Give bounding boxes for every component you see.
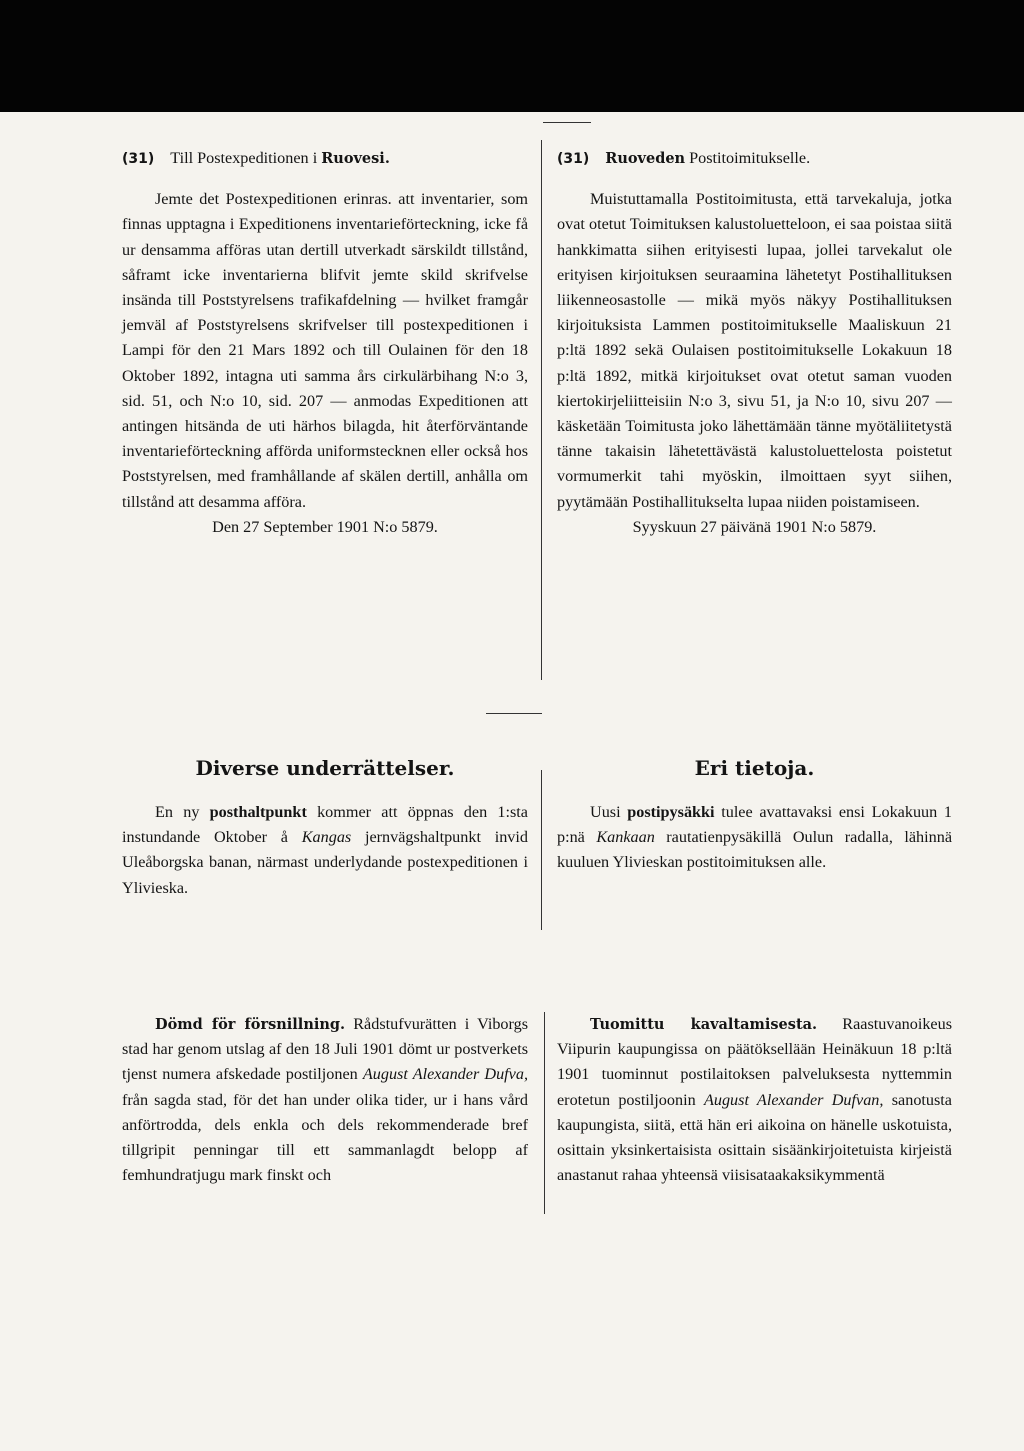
section-rule — [486, 713, 542, 714]
news-item-postipysakki — [557, 800, 952, 876]
text-run: sanotusta kaupungista, siitä, että hän eri aikoina on hänelle uskotuista, osittain yksinkertaisista osittain sisäänkirjoitetuista kirjeistä anastanut rahaa yhteensä viisisataakaksikymmentä — [557, 1090, 952, 1185]
text-run: rautatienpysäkillä Oulun radalla, lähinnä kuuluen Ylivieskan postitoimituksen alle. — [557, 828, 952, 872]
section-title-swedish: Diverse underrättelser. — [195, 756, 455, 780]
notice-31-finnish — [557, 146, 952, 540]
notice-place: Ruoveden — [605, 150, 686, 167]
text-run: Uusi — [590, 803, 628, 821]
notice-date: Den 27 September 1901 N:o 5879. — [212, 517, 438, 536]
notice-number: (31) — [122, 151, 155, 167]
runin-heading: Dömd för försnillning. — [155, 1016, 346, 1033]
text-run: från sagda stad, för det han under olika tider, ur i hans vård anförtrodda, dels enkla och dels rekommenderade bref tillgripit penningar till ett sammanlagdt belopp af femhundratjugu mark finskt och — [122, 1090, 528, 1185]
notice-body: Muistuttamalla Postitoimitusta, että tarvekaluja, jotka ovat otetut Toimituksen kalustoluetteloon, ei saa poistaa siitä hankkimatta siihen erityisesti lupaa, jollei tarvekalut ole erityisen kirjoituksen seuraamina lähetetyt Postihallituksen liikenneosastolle — mikä myös näkyy Postihallituksen kirjoituksista Lammen postitoimitukselle Maaliskuun 21 p:ltä 1892 sekä Oulaisen postitoimitukselle Lokakuun 18 p:ltä 1892, mitkä kirjoitukset ovat otetut saman vuoden kiertokirjeliitteisiin N:o 3, sivu 51, ja N:o 10, sivu 207 — käsketään Toimitusta joko lähettämään tänne myötäliitetystä tänne takaisin lähetettävästä kalustoluettelosta poistetut vormumerkit tahi myöskin, ilmoittaen syyt siihen, pyytämään Postihallitukselta lupaa niiden poistamiseen. — [557, 190, 952, 511]
column-divider-top — [541, 140, 542, 680]
text-run: kommer att öppnas den 1:sta instundande Oktober å — [122, 803, 528, 847]
top-rule — [543, 122, 591, 123]
section-title-finnish: Eri tietoja. — [694, 756, 815, 780]
keyword-bold: postipysäkki — [627, 803, 715, 821]
name-italic: August Alexander Dufvan, — [703, 1090, 884, 1109]
place-italic: Kankaan — [596, 828, 655, 847]
text-run: Raastuvanoikeus Viipurin kaupungissa on päätöksellään Heinäkuun 18 p:ltä 1901 tuominnut postilaitoksen palveluksesta nyttemmin erotetun postiljoonin — [557, 1015, 952, 1109]
column-divider-bottom — [544, 1012, 545, 1214]
text-run: Rådstufvurätten i Viborgs stad har genom utslag af den 18 Juli 1901 dömt ur postverkets tjenst numera afskedade postiljonen — [122, 1015, 528, 1084]
notice-place: Ruovesi. — [321, 150, 390, 167]
text-run: tulee avattavaksi ensi Lokakuun 1 p:nä — [557, 803, 952, 847]
notice-body: Jemte det Postexpeditionen erinras. att inventarier, som finnas upptagna i Expeditionens inventarieförteckning, icke få ur densamma afföras utan dertill utverkadt särskildt tillstånd, såframt icke inventarierna blifvit jemte skild skrifvelse insända till Poststyrelsens trafikafdelning — hvilket framgår jemväl af Poststyrelsens skrifvelser till postexpeditionen i Lampi för den 21 Mars 1892 och till Oulainen för den 18 Oktober 1892, intagna uti samma års cirkulärbihang N:o 3, sid. 51, och N:o 10, sid. 207 — anmodas Expeditionen att antingen hitsända de uti härhos bilagda, hit återförväntande inventarieförteckning afförda uniformstecknen eller också hos Poststyrelsen, med framhållande af skälen dertill, anhålla om tillstånd att desamma afföra. — [122, 190, 528, 511]
runin-heading: Tuomittu kavaltamisesta. — [590, 1016, 818, 1033]
notice-number: (31) — [557, 151, 590, 167]
notice-date: Syyskuun 27 päivänä 1901 N:o 5879. — [632, 517, 877, 536]
text-run: jernvägshaltpunkt invid Uleåborgska banan, närmast underlydande postexpeditionen i Ylivieska. — [122, 828, 528, 897]
text-run: En ny — [155, 803, 210, 821]
news-item-posthaltpunkt — [122, 800, 528, 901]
notice-31-swedish — [122, 146, 528, 540]
name-italic: August Alexander Dufva, — [362, 1065, 528, 1084]
scan-black-margin — [0, 0, 1024, 112]
news-item-domd — [122, 1012, 528, 1188]
news-item-tuomittu — [557, 1012, 952, 1188]
column-divider-middle — [541, 770, 542, 930]
notice-addressee: Postitoimitukselle. — [685, 149, 811, 167]
notice-31-swedish-heading — [122, 146, 528, 172]
notice-31-finnish-heading — [557, 146, 952, 172]
place-italic: Kangas — [301, 828, 352, 847]
keyword-bold: posthaltpunkt — [209, 803, 307, 821]
notice-addressee: Till Postexpeditionen i — [170, 149, 322, 167]
